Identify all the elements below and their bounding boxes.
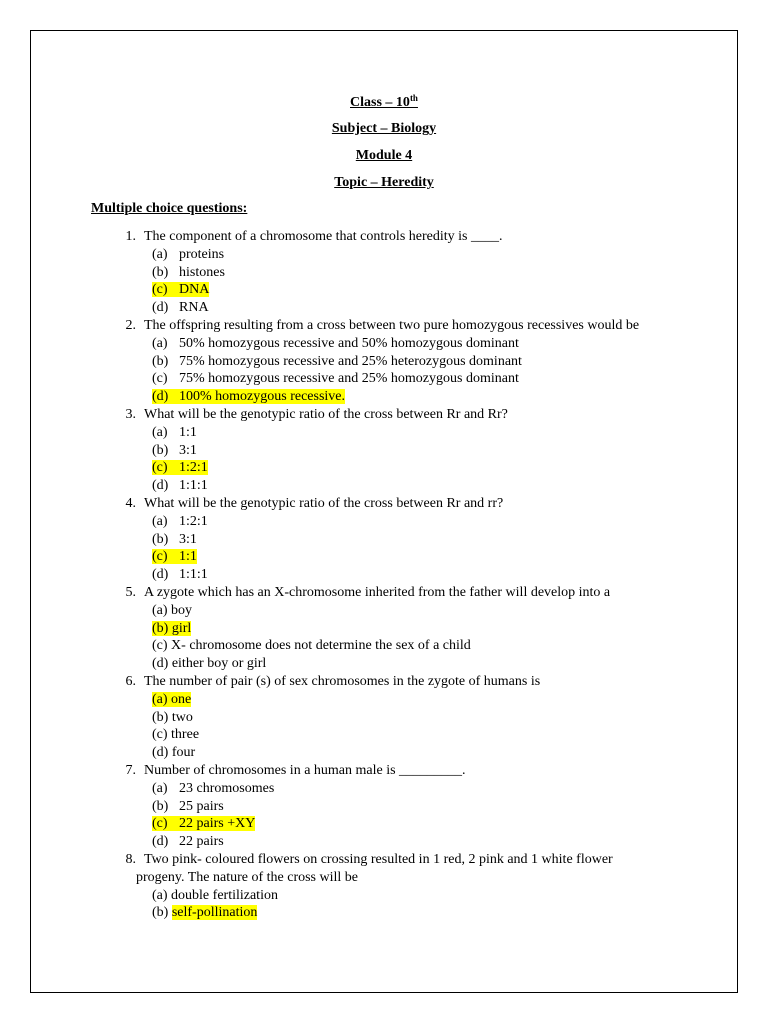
option-content xyxy=(152,300,209,315)
section-title: Multiple choice questions: xyxy=(91,201,248,216)
highlighted-answer xyxy=(152,549,197,564)
option-text: four xyxy=(171,745,196,761)
topic-heading: Topic – Heredity xyxy=(334,175,434,190)
subject-heading: Subject – Biology xyxy=(331,121,437,136)
option-content xyxy=(152,656,266,671)
option-text: RNA xyxy=(179,300,209,316)
highlighted-answer xyxy=(152,389,345,404)
option-c xyxy=(152,281,209,299)
highlighted-answer xyxy=(152,816,255,831)
question-text: The number of pair (s) of sex chromosomes in the zygote of humans is xyxy=(144,674,541,689)
option-label: (d) xyxy=(152,745,172,761)
question-number: 2. xyxy=(125,318,136,333)
option-text: 1:2:1 xyxy=(179,460,208,476)
option-a xyxy=(152,691,191,709)
option-d xyxy=(152,566,208,584)
highlighted-answer xyxy=(152,621,191,636)
question-8 xyxy=(108,851,613,869)
option-a xyxy=(152,887,278,905)
question-text: What will be the genotypic ratio of the cross between Rr and rr? xyxy=(144,496,504,511)
option-text: 1:1 xyxy=(179,549,197,565)
option-d xyxy=(152,833,224,851)
option-content xyxy=(152,781,274,796)
option-label: (b) xyxy=(152,442,169,458)
option-text: boy xyxy=(171,602,193,618)
question-number: 7. xyxy=(125,763,136,778)
question-text: What will be the genotypic ratio of the cross between Rr and Rr? xyxy=(144,407,508,422)
option-b xyxy=(152,353,522,371)
option-label: (d) xyxy=(152,478,169,494)
highlighted-answer xyxy=(152,282,209,297)
option-text: either boy or girl xyxy=(171,656,267,672)
option-text: 3:1 xyxy=(179,442,197,458)
option-text: 25 pairs xyxy=(179,798,224,814)
option-a xyxy=(152,424,197,442)
option-content xyxy=(152,265,225,280)
class-superscript: th xyxy=(409,93,418,103)
question-text: A zygote which has an X-chromosome inherited from the father will develop into a xyxy=(144,585,611,600)
option-text: 50% homozygous recessive and 50% homozygous dominant xyxy=(179,335,519,351)
highlighted-answer xyxy=(152,692,191,707)
question-number: 3. xyxy=(125,407,136,422)
option-content xyxy=(152,247,224,262)
option-text: three xyxy=(171,727,200,743)
option-c xyxy=(152,637,471,655)
option-text: 1:2:1 xyxy=(179,513,208,529)
question-2 xyxy=(108,317,639,335)
highlighted-answer xyxy=(152,905,257,920)
highlighted-answer xyxy=(152,460,208,475)
question-number: 6. xyxy=(125,674,136,689)
option-b xyxy=(152,709,193,727)
option-content xyxy=(152,354,522,369)
class-heading: Class – 10th xyxy=(350,93,418,110)
option-label: (c) xyxy=(152,460,168,476)
option-b xyxy=(152,531,197,549)
option-text: X- chromosome does not determine the sex of a child xyxy=(171,638,471,654)
question-6 xyxy=(108,673,540,691)
option-content xyxy=(152,478,208,493)
option-label: (c) xyxy=(152,282,168,298)
option-label: (c) xyxy=(152,727,172,743)
option-content xyxy=(152,425,197,440)
option-text: 75% homozygous recessive and 25% heterozygous dominant xyxy=(179,353,522,369)
option-label: (a) xyxy=(152,424,168,440)
question-text: Number of chromosomes in a human male is _________. xyxy=(144,763,466,778)
option-text: one xyxy=(171,691,192,707)
option-text: 22 pairs xyxy=(179,834,224,850)
option-a xyxy=(152,246,224,264)
option-label: (d) xyxy=(152,300,169,316)
option-label: (b) xyxy=(152,905,172,921)
option-label: (b) xyxy=(152,353,169,369)
option-label: (d) xyxy=(152,834,169,850)
option-text: proteins xyxy=(179,246,225,262)
option-c xyxy=(152,370,519,388)
option-label: (c) xyxy=(152,638,172,654)
option-text: two xyxy=(171,709,193,725)
option-text: self-pollination xyxy=(171,905,258,921)
option-d xyxy=(152,477,208,495)
option-text: double fertilization xyxy=(171,887,278,903)
option-a xyxy=(152,780,274,798)
option-content xyxy=(152,443,197,458)
option-content xyxy=(152,336,519,351)
option-c xyxy=(152,459,208,477)
option-text: 1:1:1 xyxy=(179,478,208,494)
option-label: (c) xyxy=(152,549,168,565)
option-label: (b) xyxy=(152,620,172,636)
question-number: 5. xyxy=(125,585,136,600)
option-content xyxy=(152,638,471,653)
option-b xyxy=(152,904,257,922)
option-b xyxy=(152,798,224,816)
option-b xyxy=(152,442,197,460)
option-c xyxy=(152,548,197,566)
option-text: 23 chromosomes xyxy=(179,780,275,796)
option-label: (d) xyxy=(152,389,169,405)
option-label: (b) xyxy=(152,531,169,547)
question-4 xyxy=(108,495,503,513)
option-d xyxy=(152,655,266,673)
option-content xyxy=(152,603,192,618)
option-text: 3:1 xyxy=(179,531,197,547)
question-text: Two pink- coloured flowers on crossing resulted in 1 red, 2 pink and 1 white flower xyxy=(144,852,613,867)
question-7 xyxy=(108,762,466,780)
option-content xyxy=(152,888,278,903)
option-label: (d) xyxy=(152,567,169,583)
option-content xyxy=(152,834,224,849)
option-label: (a) xyxy=(152,335,168,351)
option-label: (b) xyxy=(152,709,172,725)
option-label: (a) xyxy=(152,691,172,707)
option-a xyxy=(152,513,208,531)
question-number: 1. xyxy=(125,229,136,244)
option-a xyxy=(152,335,519,353)
question-text: The component of a chromosome that controls heredity is ____. xyxy=(144,229,503,244)
option-text: 22 pairs +XY xyxy=(179,816,256,832)
option-text: DNA xyxy=(179,282,210,298)
module-heading: Module 4 xyxy=(355,148,413,163)
option-content xyxy=(152,745,195,760)
option-content xyxy=(152,799,224,814)
option-d xyxy=(152,299,209,317)
option-label: (a) xyxy=(152,887,172,903)
option-label: (c) xyxy=(152,371,168,387)
option-c xyxy=(152,726,199,744)
option-c xyxy=(152,815,255,833)
option-label: (a) xyxy=(152,602,172,618)
option-label: (a) xyxy=(152,513,168,529)
option-label: (b) xyxy=(152,798,169,814)
option-a xyxy=(152,602,192,620)
question-5 xyxy=(108,584,610,602)
option-text: 75% homozygous recessive and 25% homozygous dominant xyxy=(179,371,519,387)
option-b xyxy=(152,620,191,638)
question-3 xyxy=(108,406,508,424)
question-number: 8. xyxy=(125,852,136,867)
question-1 xyxy=(108,228,502,246)
option-text: 1:1 xyxy=(179,424,197,440)
option-text: 1:1:1 xyxy=(179,567,208,583)
option-content xyxy=(152,710,193,725)
option-text: histones xyxy=(179,264,225,280)
option-label: (b) xyxy=(152,264,169,280)
option-d xyxy=(152,388,345,406)
question-text-continued: progeny. The nature of the cross will be xyxy=(136,869,358,885)
option-label: (d) xyxy=(152,656,172,672)
option-label: (a) xyxy=(152,246,168,262)
option-label: (c) xyxy=(152,816,168,832)
option-text: girl xyxy=(171,620,192,636)
question-text: The offspring resulting from a cross between two pure homozygous recessives would be xyxy=(144,318,640,333)
option-b xyxy=(152,264,225,282)
option-content xyxy=(152,567,208,582)
option-content xyxy=(152,727,199,742)
option-content xyxy=(152,514,208,529)
option-text: 100% homozygous recessive. xyxy=(179,389,346,405)
option-content xyxy=(152,371,519,386)
option-content xyxy=(152,532,197,547)
option-d xyxy=(152,744,195,762)
option-label: (a) xyxy=(152,780,168,796)
question-number: 4. xyxy=(125,496,136,511)
